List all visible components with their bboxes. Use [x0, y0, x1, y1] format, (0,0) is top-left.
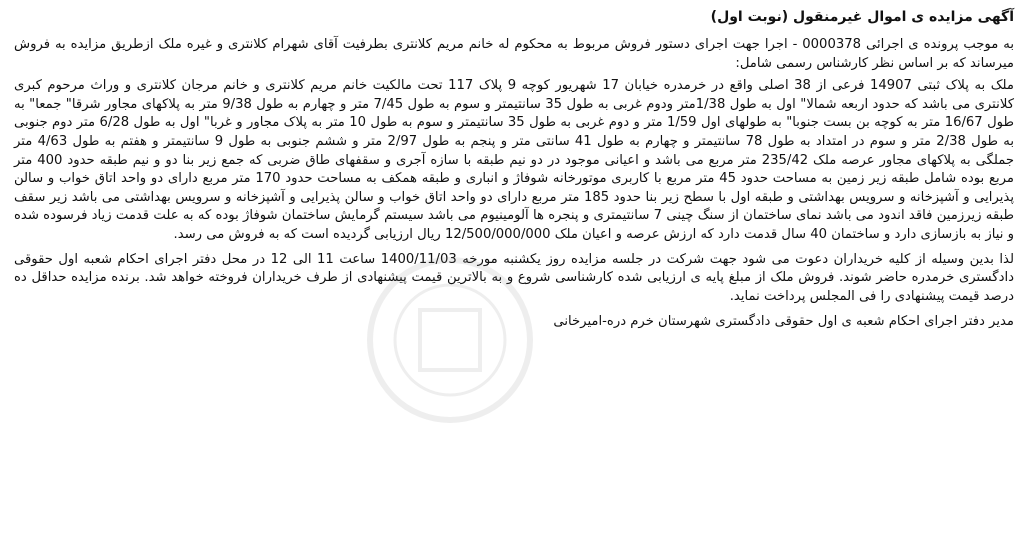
notice-signature: مدیر دفتر اجرای احکام شعبه ی اول حقوقی دادگستری شهرستان خرم دره-امیرخانی: [553, 314, 1014, 330]
notice-intro: به موجب پرونده ی اجرائی 0000378 - اجرا جهت اجرای دستور فروش مربوط به محکوم له خانم مریم کلانتری بطرفیت آقای شهرام کلانتری و غیره ملک ازطریق مزایده به فروش میرساند که بر اساس نظر کارشناس رسمی شامل:: [14, 37, 1014, 71]
notice-title: آگهی مزایده ی اموال غیرمنقول (نوبت اول): [710, 9, 1014, 25]
auction-invitation: لذا بدین وسیله از کلیه خریداران دعوت می شود جهت شرکت در جلسه مزایده روز یکشنبه مورخه 1400/11/03 ساعت 11 الی 12 در محل دفتر اجرای احکام شعبه اول حقوقی دادگستری خرمدره حاضر شوند. فروش ملک از مبلغ پایه ی ارزیابی شده کارشناسی شروع و به بالاترین قیمت پیشنهادی از طرف خریداران فروخته خواهد شد. برنده مزایده حداقل ده درصد قیمت پیشنهادی را فی المجلس پرداخت نماید.: [14, 251, 1014, 304]
property-description: ملک به پلاک ثبتی 14907 فرعی از 38 اصلی واقع در خرمدره خیابان 17 شهریور کوچه 9 پلاک 117 تحت مالکیت خانم مریم کلانتری و خانم مرجان کلانتری و وراث مرحوم کبری کلانتری می باشد که حدود اربعه شمالا" اول به طول 1/38متر ودوم غربی به طول 35 سانتیمتر و سوم به طول 7/45 متر و چهارم به طول 9/38 متر به پلاکهای مجاور شرقا" جمعا" به طول 16/67 متر به کوچه بن بست جنوبا" به طولهای اول 1/59 متر و دوم غربی به طول 35 سانتیمتر و سوم به طول 10 متر به پلاک مجاور و غربا" اول به طول 6/28 متر دوم جنوبی به طول 2/38 متر و سوم در امتداد به طول 78 سانتیمتر و چهارم به طول 41 سانتی متر و پنجم به طول 2/97 متر و ششم جنوبی به طول 9 سانتیمتر و هفتم به طول 4/63 متر جملگی به پلاکهای مجاور عرصه ملک 235/42 متر مربع می باشد و اعیانی موجود در دو نیم طبقه با سازه آجری و سقفهای طاق ضربی که جمع زیر بنا دو و نیم طبقه حدود 400 متر مربع بوده شامل طبقه زیر زمین به مساحت حدود 45 متر مربع با کاربری موتورخانه شوفاژ و انباری و طبقه همکف به مساحت حدود 170 متر مربع دارای دو واحد اتاق خواب و سالن پذیرایی و آشپزخانه و سرویس بهداشتی و طبقه اول با سطح زیر بنا حدود 185 متر مربع دارای دو واحد اتاق خواب و سالن پذیرایی و آشپزخانه و سرویس بهداشتی می باشد زیر سقف طبقه زیرزمین فاقد اندود می باشد نمای ساختمان از سنگ چینی 7 سانتیمتری و پنجره ها آلومینیوم می باشد سیستم گرمایش ساختمان شوفاژ بوده که به علت قدمت زیاد فرسوده شده و نیاز به بازسازی دارد و ساختمان 40 سال قدمت دارد که ارزش عرصه و اعیان ملک 12/500/000/000 ریال ارزیابی گردیده است که به فروش می رسد.: [14, 78, 1015, 242]
